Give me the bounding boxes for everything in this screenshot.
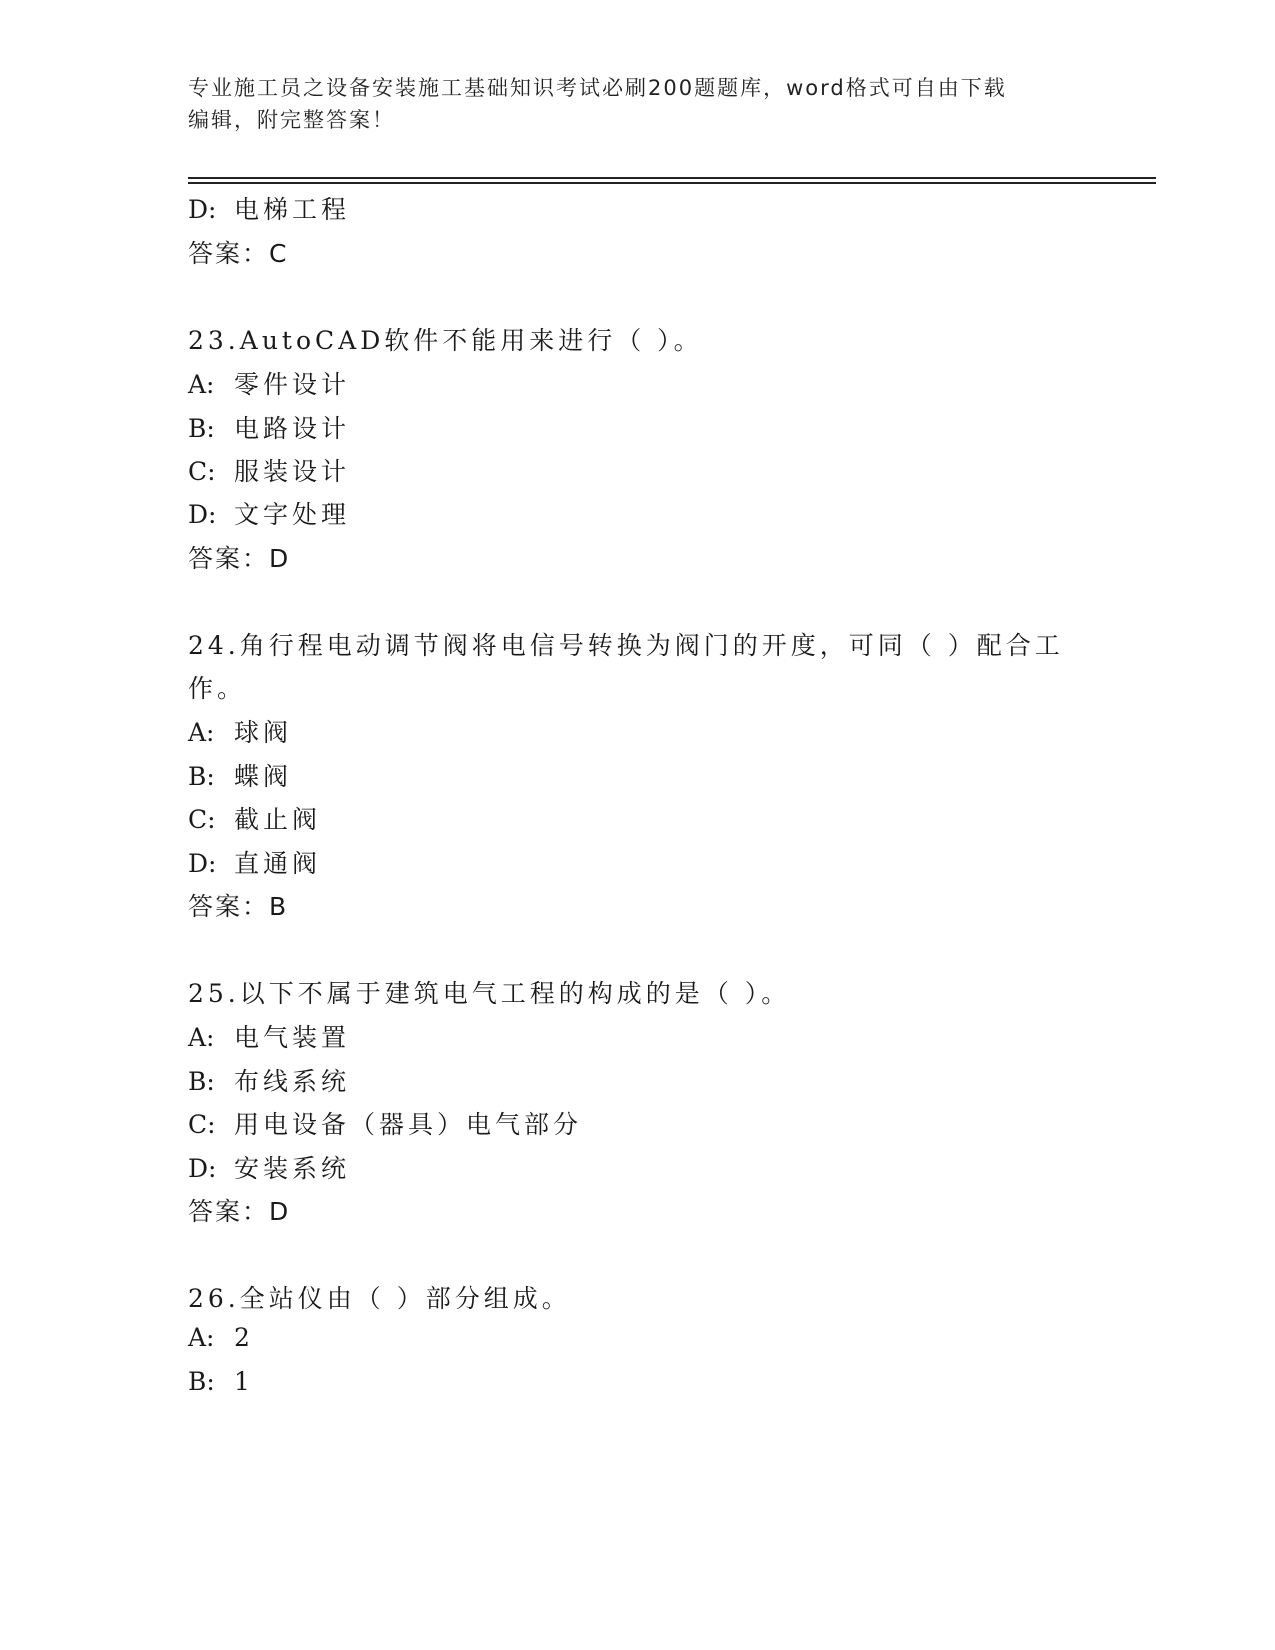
option-a <box>188 713 292 749</box>
header-line-1: 专业施工员之设备安装施工基础知识考试必刷200题题库，word格式可自由下载 <box>188 76 1007 100</box>
option-label: A: <box>188 1323 215 1352</box>
header-line-2: 编辑，附完整答案！ <box>188 108 395 132</box>
option-b <box>188 1367 254 1396</box>
option-label: B: <box>188 1367 215 1396</box>
option-text: 服装设计 <box>234 457 351 486</box>
option-text: 安装系统 <box>234 1154 351 1183</box>
question-stem-24-line1: 24.角行程电动调节阀将电信号转换为阀门的开度，可同（ ）配合工 <box>188 631 1064 660</box>
option-text: 电梯工程 <box>234 195 351 224</box>
answer-line: 答案：D <box>188 544 291 573</box>
option-b <box>188 757 292 793</box>
header-divider-top <box>188 177 1156 179</box>
answer-line: 答案：D <box>188 1197 291 1226</box>
option-text: 文字处理 <box>234 500 351 529</box>
option-d <box>188 1149 350 1185</box>
header-divider-bottom <box>188 182 1156 184</box>
option-text: 球阀 <box>234 718 293 747</box>
option-text: 电气装置 <box>234 1023 351 1052</box>
option-b <box>188 1062 350 1098</box>
answer-line: 答案：C <box>188 239 289 268</box>
option-label: C: <box>188 457 216 486</box>
option-text: 布线系统 <box>234 1067 351 1096</box>
option-label: C: <box>188 1110 216 1139</box>
option-d <box>188 844 321 880</box>
option-c <box>188 452 350 488</box>
option-a <box>188 1323 254 1352</box>
option-b <box>188 409 350 445</box>
option-label: D: <box>188 1154 217 1183</box>
question-stem-23: 23.AutoCAD软件不能用来进行（ ）。 <box>188 326 703 355</box>
question-stem-24-line2: 作。 <box>188 674 247 703</box>
option-label: D: <box>188 500 217 529</box>
option-c <box>188 1105 582 1141</box>
option-label: B: <box>188 762 215 791</box>
option-label: A: <box>188 370 215 399</box>
option-c <box>188 800 321 836</box>
option-text: 用电设备（器具）电气部分 <box>234 1110 583 1139</box>
option-label: B: <box>188 1067 215 1096</box>
option-label: D: <box>188 195 217 224</box>
document-header <box>188 72 1068 136</box>
option-a <box>188 1018 350 1054</box>
option-label: A: <box>188 718 215 747</box>
answer-line: 答案：B <box>188 892 289 921</box>
option-text: 直通阀 <box>234 849 322 878</box>
option-a <box>188 365 350 401</box>
question-stem-25: 25.以下不属于建筑电气工程的构成的是（ ）。 <box>188 979 791 1008</box>
option-d <box>188 495 350 531</box>
option-label: C: <box>188 805 216 834</box>
option-d <box>188 190 350 226</box>
question-stem-26: 26.全站仪由（ ）部分组成。 <box>188 1284 571 1313</box>
option-label: D: <box>188 849 217 878</box>
option-text: 截止阀 <box>234 805 322 834</box>
option-text: 蝶阀 <box>234 762 293 791</box>
option-text: 电路设计 <box>234 414 351 443</box>
option-text: 2 <box>234 1323 254 1352</box>
option-label: B: <box>188 414 215 443</box>
option-text: 1 <box>234 1367 254 1396</box>
option-text: 零件设计 <box>234 370 351 399</box>
option-label: A: <box>188 1023 215 1052</box>
